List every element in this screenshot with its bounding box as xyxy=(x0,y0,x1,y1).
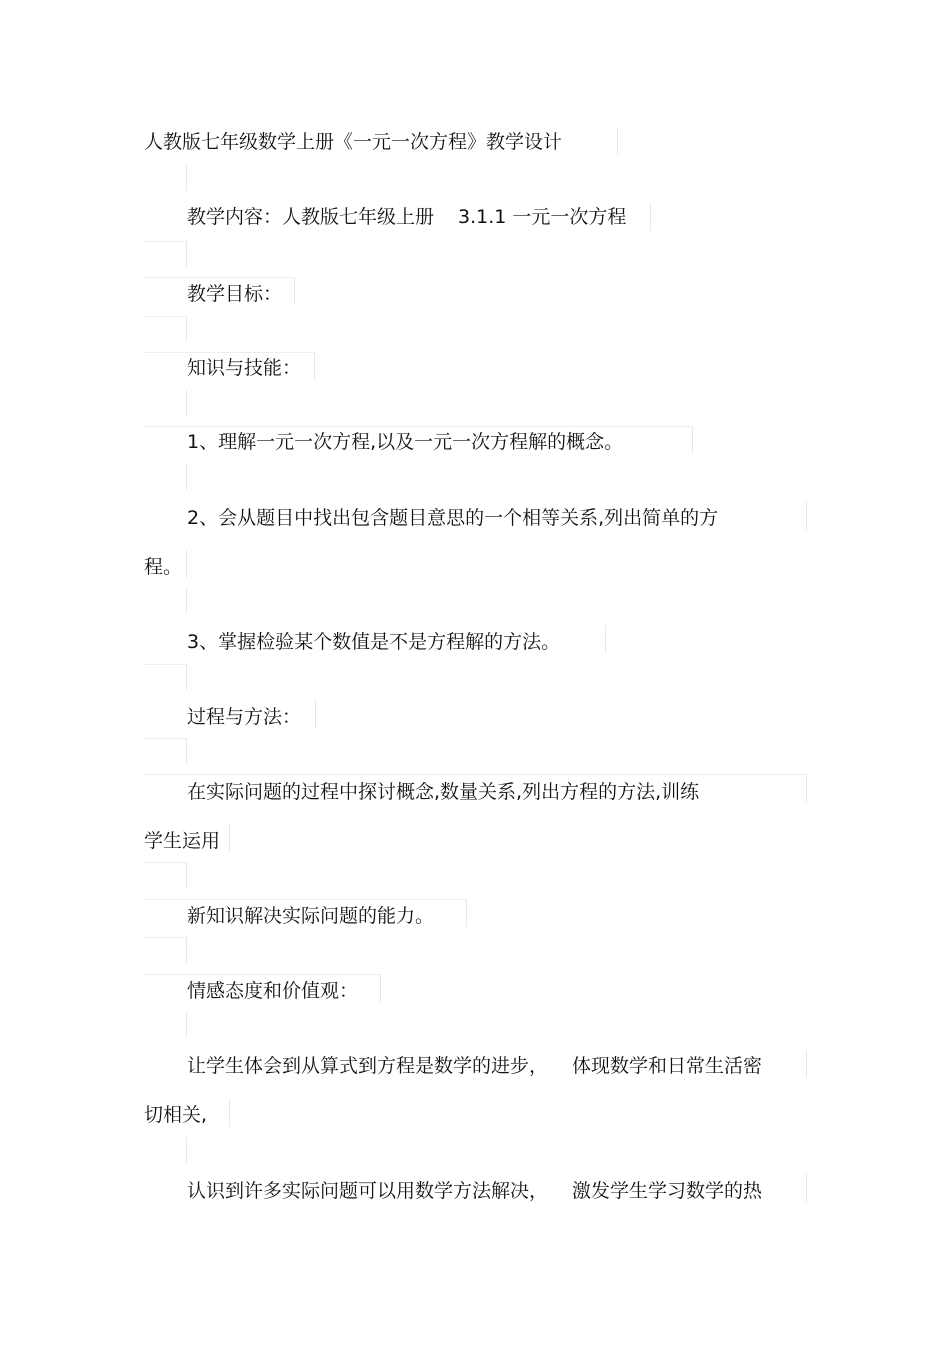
emotion-line-3b: 激发学生学习数学的热 xyxy=(572,1180,763,1202)
process-heading: 过程与方法： xyxy=(187,706,302,728)
cell-border xyxy=(144,352,314,353)
cell-border xyxy=(186,664,187,690)
cell-border xyxy=(806,502,807,530)
cell-border xyxy=(186,241,187,267)
emotion-line-3a: 认识到许多实际问题可以用数学方法解决， xyxy=(187,1180,549,1202)
cell-border xyxy=(806,1174,807,1202)
cell-border xyxy=(144,277,294,278)
cell-border xyxy=(144,862,186,863)
knowledge-heading: 知识与技能： xyxy=(187,357,302,379)
knowledge-item-2-cont: 程。 xyxy=(144,556,183,578)
cell-border xyxy=(144,241,186,242)
emotion-heading: 情感态度和价值观： xyxy=(187,980,359,1002)
knowledge-item-3: 3、掌握检验某个数值是不是方程解的方法。 xyxy=(187,631,561,653)
cell-border xyxy=(650,203,651,231)
cell-border xyxy=(144,738,186,739)
cell-border xyxy=(380,974,381,1002)
cell-border xyxy=(229,1099,230,1127)
process-line-2: 学生运用 xyxy=(144,830,221,852)
cell-border xyxy=(314,352,315,380)
emotion-line-2: 切相关, xyxy=(144,1104,208,1126)
cell-border xyxy=(294,277,295,305)
cell-border xyxy=(186,937,187,963)
cell-border xyxy=(186,316,187,342)
cell-border xyxy=(605,625,606,653)
cell-border xyxy=(186,464,187,490)
content-section: 3.1.1 一元一次方程 xyxy=(458,206,627,228)
cell-border xyxy=(186,1012,187,1038)
goals-heading: 教学目标： xyxy=(187,283,283,305)
cell-border xyxy=(186,165,187,191)
cell-border xyxy=(144,899,466,900)
content-label: 教学内容：人教版七年级上册 xyxy=(187,206,435,228)
cell-border xyxy=(186,588,187,614)
cell-border xyxy=(466,899,467,927)
process-line-1: 在实际问题的过程中探讨概念,数量关系,列出方程的方法,训练 xyxy=(187,781,700,803)
cell-border xyxy=(806,1050,807,1078)
cell-border xyxy=(144,974,380,975)
cell-border xyxy=(229,824,230,852)
cell-border xyxy=(186,862,187,888)
content-line xyxy=(187,205,626,229)
cell-border xyxy=(186,1137,187,1163)
process-line-3: 新知识解决实际问题的能力。 xyxy=(187,905,435,927)
cell-border xyxy=(144,316,186,317)
cell-border xyxy=(186,738,187,764)
cell-border xyxy=(186,550,187,578)
knowledge-item-1: 1、理解一元一次方程,以及一元一次方程解的概念。 xyxy=(187,431,624,453)
emotion-line-3 xyxy=(187,1179,762,1203)
knowledge-item-2: 2、会从题目中找出包含题目意思的一个相等关系,列出简单的方 xyxy=(187,507,719,529)
document-title: 人教版七年级数学上册《一元一次方程》教学设计 xyxy=(144,131,563,153)
cell-border xyxy=(806,774,807,802)
cell-border xyxy=(692,426,693,454)
cell-border xyxy=(315,700,316,728)
cell-border xyxy=(186,390,187,416)
cell-border xyxy=(144,937,186,938)
cell-border xyxy=(144,774,806,775)
cell-border xyxy=(617,127,618,155)
emotion-line-1b: 体现数学和日常生活密 xyxy=(572,1055,763,1077)
emotion-line-1a: 让学生体会到从算式到方程是数学的进步， xyxy=(187,1055,549,1077)
emotion-line-1 xyxy=(187,1054,762,1078)
cell-border xyxy=(144,426,692,427)
cell-border xyxy=(144,664,186,665)
